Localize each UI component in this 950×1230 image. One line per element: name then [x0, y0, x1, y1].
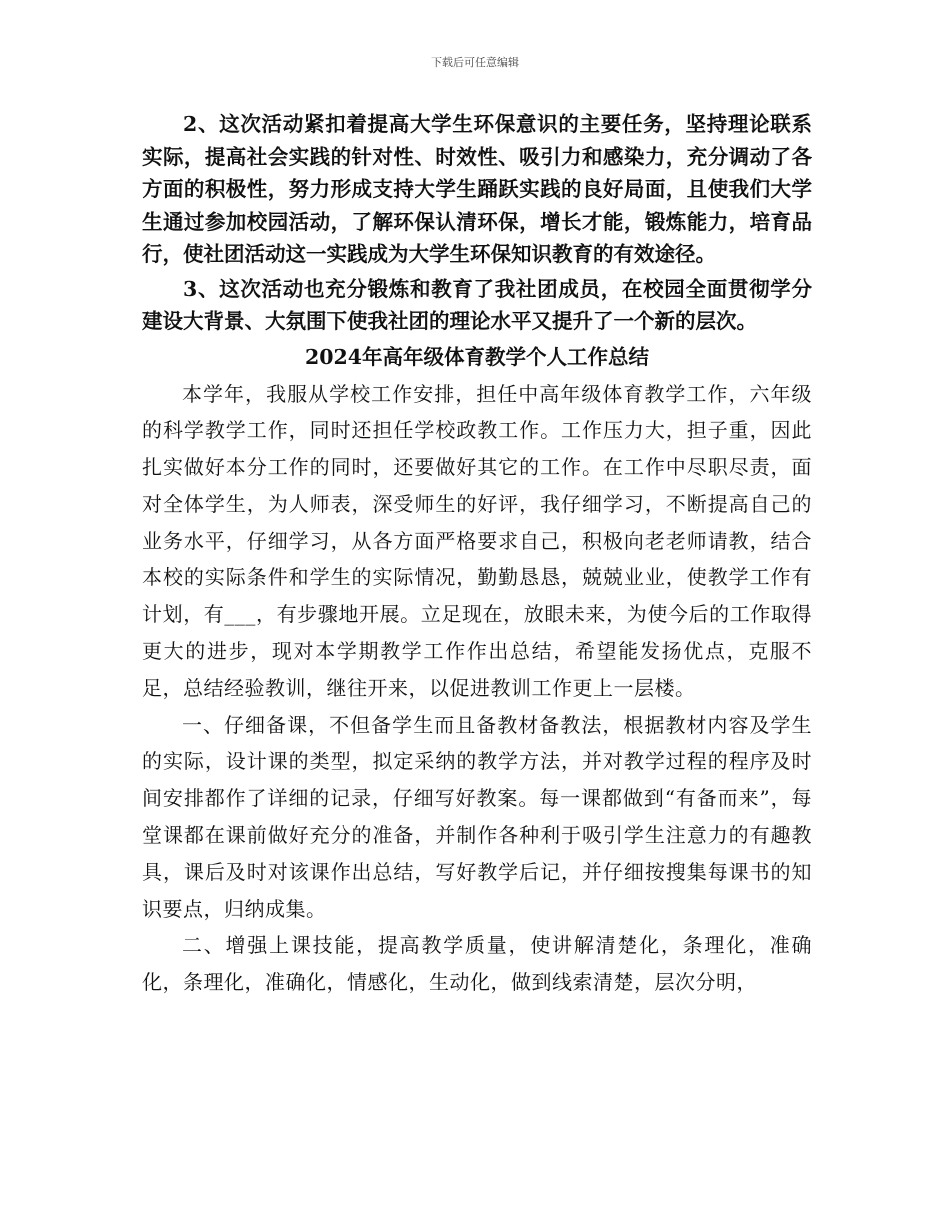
paragraph-activity-3: 3、这次活动也充分锻炼和教育了我社团成员，在校园全面贯彻学分建设大背景、大氛围下使我社团的理论水平又提升了一个新的层次。	[142, 276, 812, 333]
article-title: 2024年高年级体育教学个人工作总结	[304, 344, 650, 369]
paragraph-lesson-prep: 一、仔细备课，不但备学生而且备教材备教法，根据教材内容及学生的实际，设计课的类型，拟定采纳的教学方法，并对教学过程的程序及时间安排都作了详细的记录，仔细写好教案。每一课都做到“有备而来”，每堂课都在课前做好充分的准备，并制作各种利于吸引学生注意力的有趣教具，课后及时对该课作出总结，写好教学后记，并仔细按搜集每课书的知识要点，归纳成集。	[142, 712, 812, 921]
document-body	[142, 108, 812, 1001]
paragraph-intro: 本学年，我服从学校工作安排，担任中高年级体育教学工作，六年级的科学教学工作，同时还担任学校政教工作。工作压力大，担子重，因此扎实做好本分工作的同时，还要做好其它的工作。在工作中尽职尽责，面对全体学生，为人师表，深受师生的好评，我仔细学习，不断提高自己的业务水平，仔细学习，从各方面严格要求自己，积极向老老师请教，结合本校的实际条件和学生的实际情况，勤勤恳恳，兢兢业业，使教学工作有计划，有___，有步骤地开展。立足现在，放眼未来，为使今后的工作取得更大的进步，现对本学期教学工作作出总结，希望能发扬优点，克服不足，总结经验教训，继往开来，以促进教训工作更上一层楼。	[142, 381, 812, 700]
paragraph-teaching-skill: 二、增强上课技能，提高教学质量，使讲解清楚化，条理化，准确化，条理化，准确化，情感化，生动化，做到线索清楚，层次分明，	[142, 933, 812, 995]
header-note: 下载后可任意编辑	[431, 56, 519, 69]
paragraph-activity-2: 2、这次活动紧扣着提高大学生环保意识的主要任务，坚持理论联系实际，提高社会实践的针对性、时效性、吸引力和感染力，充分调动了各方面的积极性，努力形成支持大学生踊跃实践的良好局面，且使我们大学生通过参加校园活动，了解环保认清环保，增长才能，锻炼能力，培育品行，使社团活动这一实践成为大学生环保知识教育的有效途径。	[142, 112, 812, 266]
